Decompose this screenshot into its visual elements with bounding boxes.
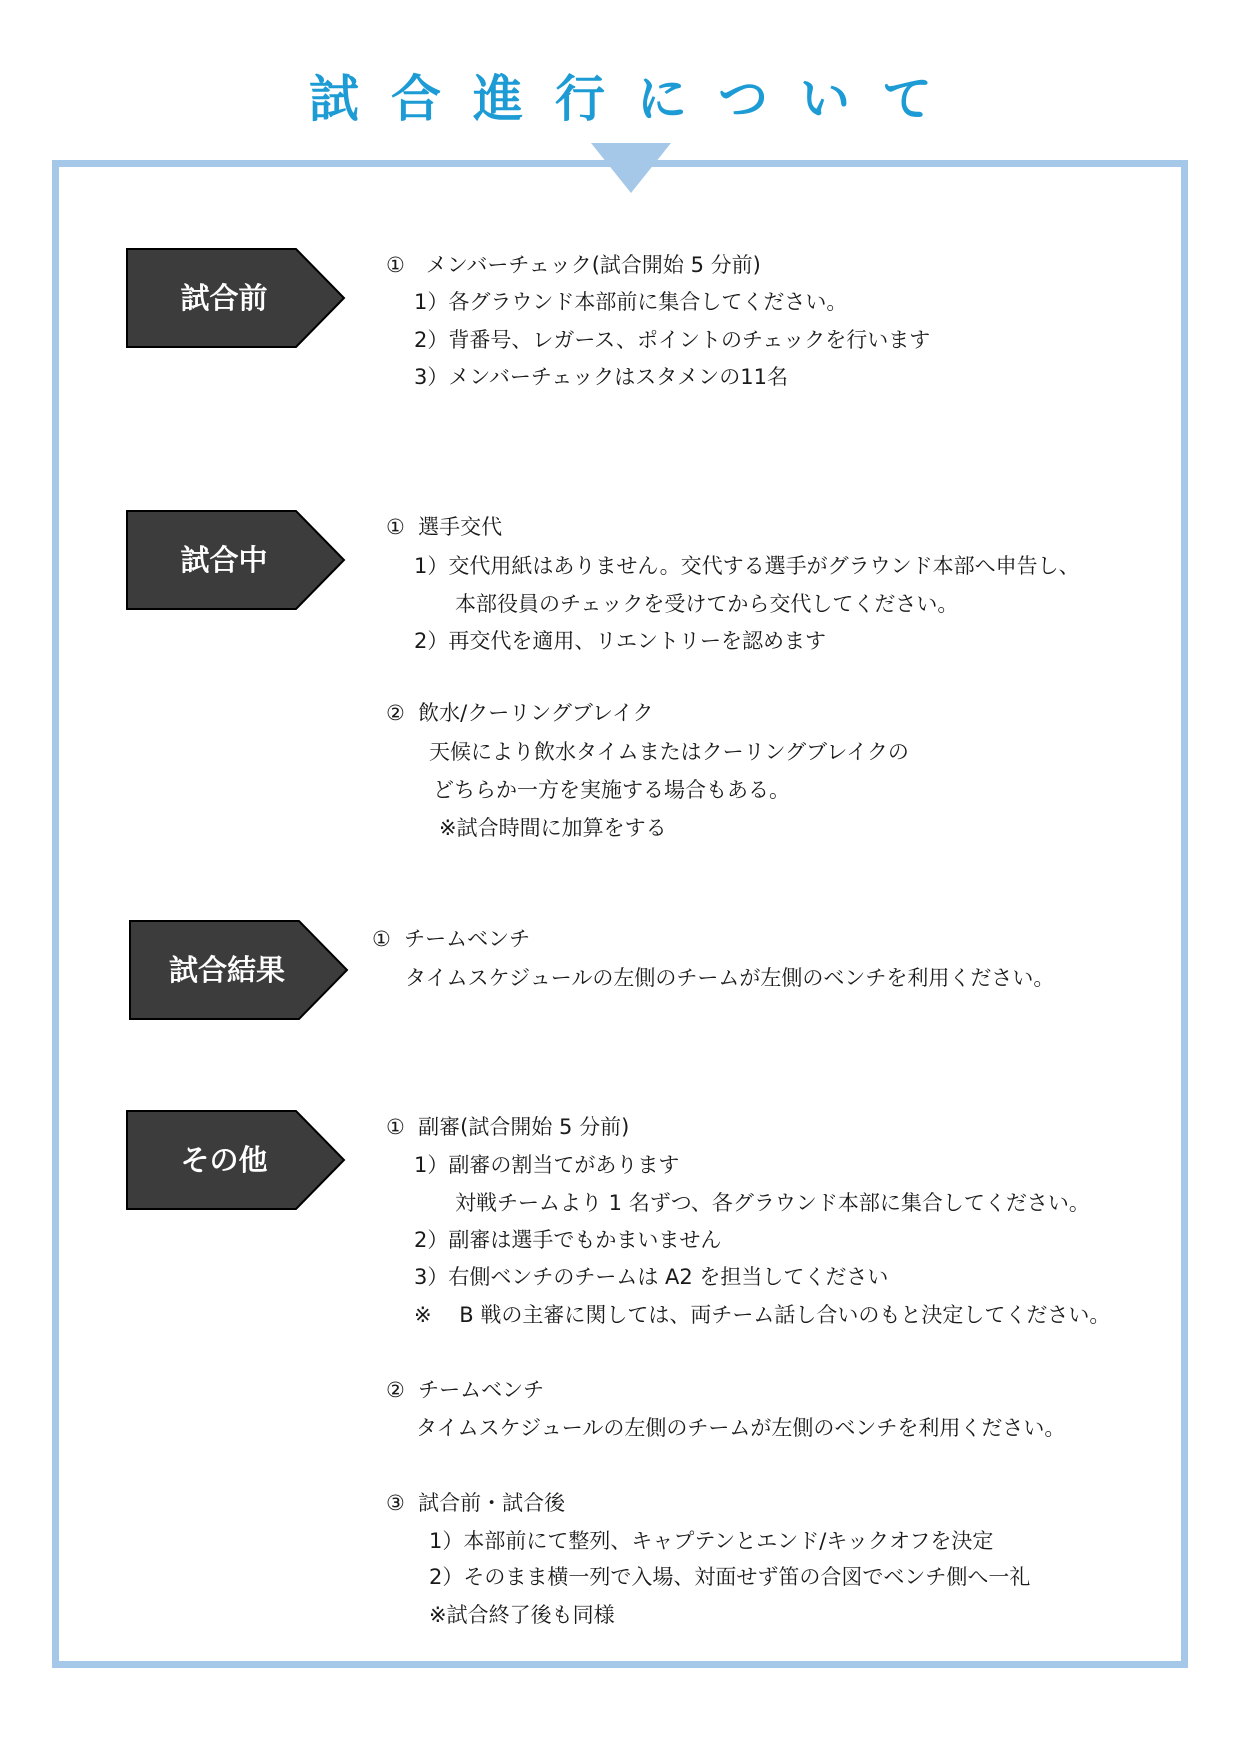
section-label-text: その他 xyxy=(180,1143,268,1177)
item-line: 天候により飲水タイムまたはクーリングブレイクの xyxy=(429,740,909,764)
down-pointer-triangle xyxy=(591,143,671,193)
section-label-text: 試合中 xyxy=(180,543,268,577)
triangle-shape xyxy=(591,143,671,193)
item-heading: ① チームベンチ xyxy=(372,927,531,951)
item-heading: ③ 試合前・試合後 xyxy=(386,1491,566,1515)
item-line: タイムスケジュールの左側のチームが左側のベンチを利用ください。 xyxy=(405,966,1055,990)
item-line: どちらか一方を実施する場合もある。 xyxy=(433,778,790,802)
note-line: ※試合終了後も同様 xyxy=(429,1603,615,1627)
item-line: 1）副審の割当てがあります xyxy=(414,1153,680,1177)
item-line: 1）本部前にて整列、キャプテンとエンド/キックオフを決定 xyxy=(429,1529,994,1553)
item-line: 2）副審は選手でもかまいません xyxy=(414,1228,722,1252)
item-line: 2）そのまま横一列で入場、対面せず笛の合図でベンチ側へ一礼 xyxy=(429,1565,1031,1589)
note-line: ※ B 戦の主審に関しては、両チーム話し合いのもと決定してください。 xyxy=(414,1303,1111,1327)
item-line: 1）各グラウンド本部前に集合してください。 xyxy=(414,290,848,314)
item-line: 1）交代用紙はありません。交代する選手がグラウンド本部へ申告し、 xyxy=(414,554,1080,578)
page-title: 試合進行について xyxy=(309,70,964,128)
section-label-during-match xyxy=(126,510,346,610)
item-line: 3）メンバーチェックはスタメンの11名 xyxy=(414,365,788,389)
section-label-text: 試合結果 xyxy=(168,953,285,987)
item-line: タイムスケジュールの左側のチームが左側のベンチを利用ください。 xyxy=(416,1416,1066,1440)
item-line: 2）背番号、レガース、ポイントのチェックを行います xyxy=(414,328,931,352)
item-heading: ① 副審(試合開始 5 分前) xyxy=(386,1115,630,1139)
note-line: ※試合時間に加算をする xyxy=(439,816,667,840)
section-label-other xyxy=(126,1110,346,1210)
item-line-continued: 対戦チームより 1 名ずつ、各グラウンド本部に集合してください。 xyxy=(455,1191,1090,1215)
section-label-text: 試合前 xyxy=(180,281,268,315)
item-heading: ① メンバーチェック(試合開始 5 分前) xyxy=(386,253,761,277)
section-label-before-match xyxy=(126,248,346,348)
item-heading: ① 選手交代 xyxy=(386,515,503,539)
item-heading: ② チームベンチ xyxy=(386,1378,545,1402)
item-line-continued: 本部役員のチェックを受けてから交代してください。 xyxy=(455,592,959,616)
item-line: 3）右側ベンチのチームは A2 を担当してください xyxy=(414,1265,889,1289)
item-heading: ② 飲水/クーリングブレイク xyxy=(386,701,654,725)
item-line: 2）再交代を適用、リエントリーを認めます xyxy=(414,629,826,653)
section-label-match-result xyxy=(129,920,349,1020)
